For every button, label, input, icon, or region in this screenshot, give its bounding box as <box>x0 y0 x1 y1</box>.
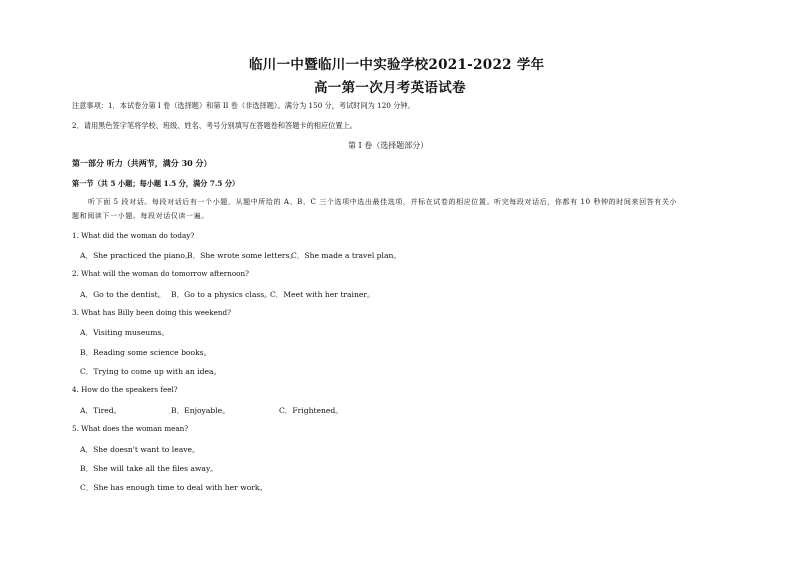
option-b: B．She wrote some letters。 <box>187 251 298 260</box>
option-a: A．Go to the dentist。 <box>80 290 166 299</box>
section1-heading: 第一节（共 5 小题；每小题 1.5 分，满分 7.5 分） <box>72 179 240 188</box>
part1-heading: 第一部分 听力（共两节，满分 30 分） <box>72 158 212 168</box>
volume-title: 第 I 卷（选择题部分） <box>348 141 429 150</box>
option-c: C．She has enough time to deal with her work。 <box>80 483 268 492</box>
option-a: A．Tired。 <box>80 406 122 415</box>
question-stem: 5. What does the woman mean? <box>72 424 189 433</box>
option-c: C．Frightened。 <box>279 406 343 415</box>
exam-title-line1: 临川一中暨临川一中实验学校2021-2022 学年 <box>249 57 545 73</box>
option-b: B．Go to a physics class。 <box>171 290 272 299</box>
option-c: C．She made a travel plan。 <box>291 251 401 260</box>
listening-instructions-line1: 听下面 5 段对话。每段对话后有一个小题，从题中所给的 A、B、C 三个选项中选出最佳选项，并标在试卷的相应位置。听完每段对话后，你都有 10 秒钟的时间来回答有关小 <box>88 198 678 206</box>
listening-instructions-line2: 题和阅读下一小题。每段对话仅读一遍。 <box>72 212 209 220</box>
question-stem: 2. What will the woman do tomorrow afternoon? <box>72 269 249 278</box>
option-a: A．She doesn't want to leave。 <box>80 445 200 454</box>
question-stem: 3. What has Billy been doing this weekend? <box>72 308 231 317</box>
option-a: A．She practiced the piano。 <box>80 251 193 260</box>
option-c: C．Meet with her trainer。 <box>270 290 375 299</box>
note-2: 2．请用黑色签字笔将学校、班级、姓名、考号分别填写在答题卷和答题卡的相应位置上。 <box>72 121 357 130</box>
exam-title-line2: 高一第一次月考英语试卷 <box>314 80 466 96</box>
option-b: B．She will take all the files away。 <box>80 464 218 473</box>
option-b: B．Reading some science books。 <box>80 348 212 357</box>
option-b: B．Enjoyable。 <box>171 406 230 415</box>
question-stem: 4. How do the speakers feel? <box>72 385 178 394</box>
question-stem: 1. What did the woman do today? <box>72 231 195 240</box>
option-c: C．Trying to come up with an idea。 <box>80 367 222 376</box>
option-a: A．Visiting museums。 <box>80 328 169 337</box>
note-1: 注意事项：1．本试卷分第 I 卷（选择题）和第 II 卷（非选择题）。满分为 150 分，考试时间为 120 分钟。 <box>72 101 415 110</box>
